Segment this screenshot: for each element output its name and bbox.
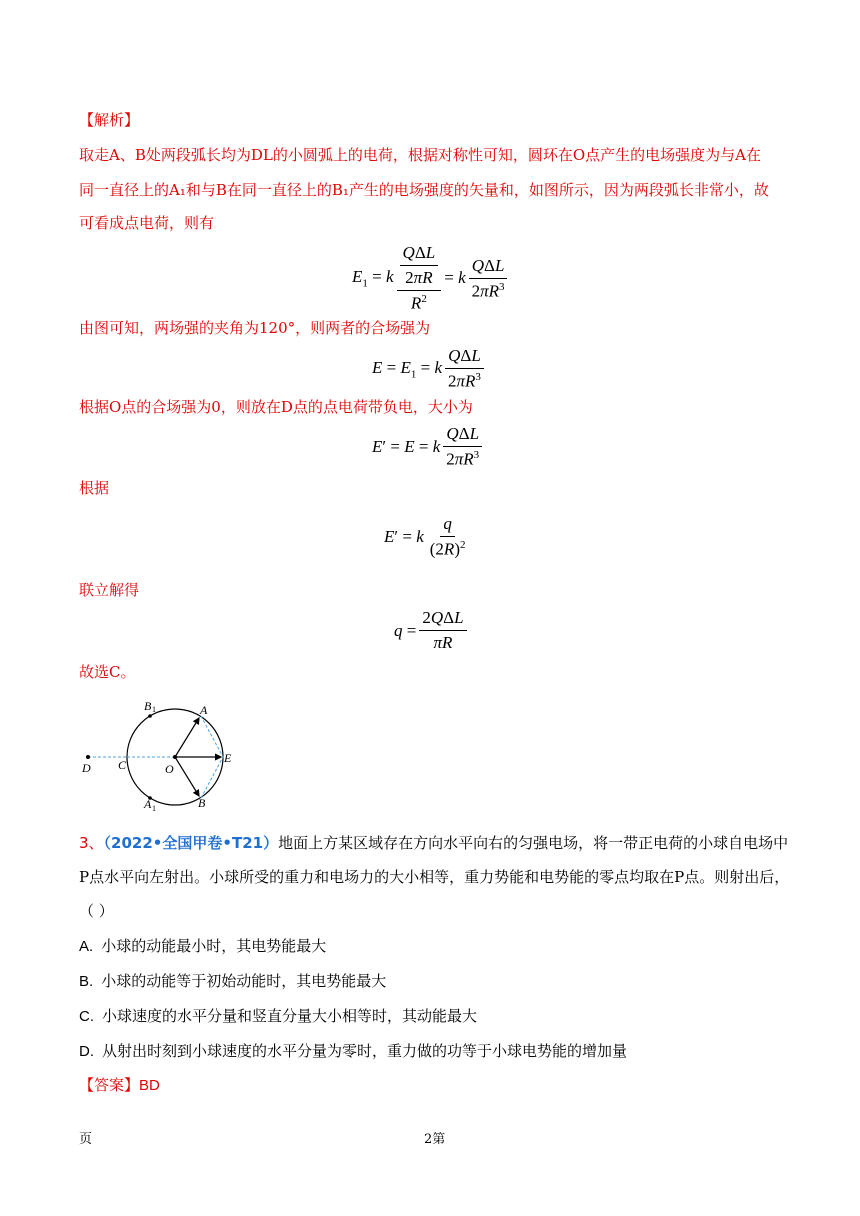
label-a1: A [144,797,152,811]
equation-q: q = $\frac{\text{2QΔL}}{\pi R}$ [394,608,470,653]
arrow-ob [175,757,199,796]
label-b: B [198,796,206,810]
point-b1 [148,714,152,718]
label-a: A [200,703,208,717]
arrow-oa [175,718,199,757]
analysis-line-3: 可看成点电荷，则有 [79,214,215,232]
dashed-line-ae [201,716,223,757]
equation-coulomb: E′ = k $\frac{q}{(2R)^2}$ [384,514,466,559]
option-c: C. 小球速度的水平分量和竖直分量大小相等时，其动能最大 [79,1007,478,1025]
analysis-line-7: 联立解得 [79,581,140,599]
analysis-line-6: 根据 [79,479,110,497]
analysis-line-8: 故选C。 [79,663,136,681]
option-b: B. 小球的动能等于初始动能时，其电势能最大 [79,972,387,990]
answer-paren: （ ） [79,902,114,920]
point-d [86,755,90,759]
analysis-line-5: 根据O点的合场强为0，则放在D点的点电荷带负电，大小为 [79,398,473,416]
question-stem-line-1: 3、（2022•全国甲卷•T21）地面上方某区域存在方向水平向右的匀强电场，将一带正电荷的小球自电场中 [79,834,789,852]
label-d: D [82,761,91,775]
label-b1-sub: 1 [152,705,156,714]
label-o: O [165,762,174,776]
analysis-line-4: 由图可知，两场强的夹角为120°，则两者的合场强为 [79,319,431,337]
point-o [173,755,177,759]
label-b1: B [144,699,152,713]
dashed-line-be [201,757,223,798]
footer-page-number: 2第 [424,1132,446,1147]
equation-e-prime: E′ = E = k $\frac{\text{QΔL}}{2\pi R^3}$ [372,424,485,470]
equation-e1: $E_1 = k$ $\frac{\frac{\text{QΔL}}{2\pi R}}{R^2}$ = k $\frac{\text{QΔL}}{2\pi R^3}$ [352,243,511,314]
footer-left: 页 [79,1132,93,1147]
label-c: C [118,758,127,772]
answer-line: 【答案】BD [79,1076,160,1094]
question-stem-line-2: P点水平向左射出。小球所受的重力和电场力的大小相等，重力势能和电势能的零点均取在P点。则射出后， [79,868,790,886]
label-a1-sub: 1 [152,804,156,813]
ring-diagram [78,694,248,814]
option-a: A. 小球的动能最小时，其电势能最大 [79,937,327,955]
option-d: D. 从射出时刻到小球速度的水平分量为零时，重力做的功等于小球电势能的增加量 [79,1042,628,1060]
analysis-line-2: 同一直径上的A₁和与B在同一直径上的B₁产生的电场强度的矢量和，如图所示，因为两段弧长非常小，故 [79,181,769,199]
label-e: E [224,751,232,765]
equation-e: $E = E_1 = k$ $\frac{\text{QΔL}}{2\pi R^3}$ [372,346,487,392]
analysis-line-1: 取走A、B处两段弧长均为DL的小圆弧上的电荷，根据对称性可知，圆环在O点产生的电场强度为与A在 [79,146,761,164]
analysis-header: 【解析】 [79,111,140,129]
